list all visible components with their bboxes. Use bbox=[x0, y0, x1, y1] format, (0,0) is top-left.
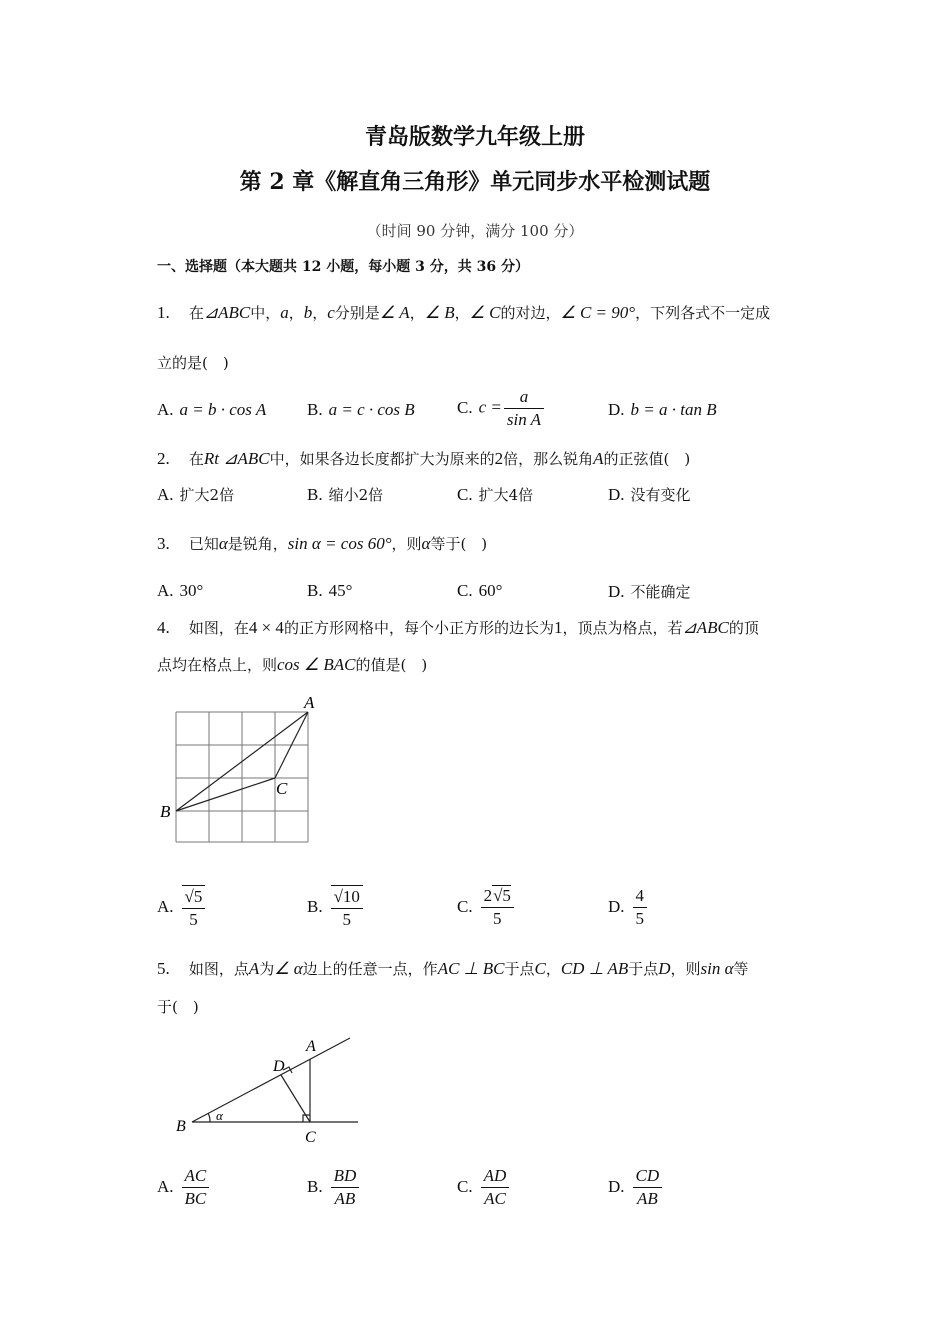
q3-option-d[interactable]: D. 不能确定 bbox=[608, 582, 691, 601]
label-a: A bbox=[304, 693, 315, 712]
label-a: A bbox=[306, 1038, 316, 1055]
grid-lines bbox=[176, 712, 308, 842]
label-b: B bbox=[176, 1118, 186, 1135]
label-d: D bbox=[273, 1058, 285, 1075]
q4-option-d[interactable]: D. $\frac{4}{5}$ bbox=[608, 885, 649, 930]
chapter-title: 第 2 章《解直角三角形》单元同步水平检测试题 bbox=[239, 169, 711, 195]
question-1-line2: 立的是( ) bbox=[157, 354, 229, 372]
question-3: 3. 已知α是锐角，sin α = cos 60°，则α等于( ) bbox=[157, 534, 488, 553]
q3-option-c[interactable]: C. 60° bbox=[457, 581, 503, 600]
q1-option-d[interactable]: D. b = a · tan B bbox=[608, 400, 717, 419]
q3-option-a[interactable]: A. 30° bbox=[157, 581, 204, 600]
q4-option-c[interactable]: C. $\frac{2√5}{5}$ bbox=[457, 885, 516, 930]
q4-grid-figure bbox=[155, 690, 325, 850]
section-heading: 一、选择题（本大题共 12 小题，每小题 3 分，共 36 分） bbox=[157, 259, 529, 275]
q1-option-a[interactable]: A. a = b · cos A bbox=[157, 400, 267, 419]
q2-option-b[interactable]: B. 缩小2倍 bbox=[307, 485, 384, 504]
question-4-line1: 4. 如图，在4 × 4的正方形网格中，每个小正方形的边长为1，顶点为格点，若⊿ABC的顶 bbox=[157, 618, 759, 637]
question-5-line2: 于( ) bbox=[157, 998, 199, 1016]
question-5-line1: 5. 如图，点A为∠ α边上的任意一点，作AC ⊥ BC于点C，CD ⊥ AB于点D，则sin α等 bbox=[157, 959, 749, 978]
q4-option-a[interactable]: A. $\frac{√5}{5}$ bbox=[157, 885, 207, 931]
q5-option-a[interactable]: A. $\frac{AC}{BC}$ bbox=[157, 1165, 211, 1210]
label-c: C bbox=[305, 1129, 316, 1146]
q3-option-b[interactable]: B. 45° bbox=[307, 581, 353, 600]
exam-time-info: （时间 90 分钟，满分 100 分） bbox=[366, 222, 584, 240]
question-2: 2. 在Rt ⊿ABC中，如果各边长度都扩大为原来的2倍，那么锐角A的正弦值( ) bbox=[157, 449, 691, 468]
q5-option-d[interactable]: D. $\frac{CD}{AB}$ bbox=[608, 1165, 664, 1210]
q1-option-b[interactable]: B. a = c · cos B bbox=[307, 400, 415, 419]
q2-option-a[interactable]: A. 扩大2倍 bbox=[157, 485, 235, 504]
label-b: B bbox=[160, 802, 171, 821]
q5-angle-figure bbox=[170, 1030, 370, 1150]
question-1-line1: 1. 在⊿ABC中，a，b，c分别是∠ A，∠ B，∠ C的对边，∠ C = 90°，下列各式不一定成 bbox=[157, 303, 771, 322]
q2-option-d[interactable]: D. 没有变化 bbox=[608, 485, 691, 504]
label-alpha: α bbox=[216, 1108, 223, 1123]
label-c: C bbox=[276, 779, 288, 798]
q1-option-c[interactable]: C. c = $\frac{a}{\text{sin A}}$ bbox=[457, 386, 546, 431]
q5-option-b[interactable]: B. $\frac{BD}{AB}$ bbox=[307, 1165, 361, 1210]
q4-option-b[interactable]: B. $\frac{√10}{5}$ bbox=[307, 885, 365, 931]
q5-option-c[interactable]: C. $\frac{AD}{AC}$ bbox=[457, 1165, 511, 1210]
question-4-line2: 点均在格点上，则cos ∠ BAC的值是( ) bbox=[157, 655, 428, 674]
page-title: 青岛版数学九年级上册 bbox=[364, 124, 585, 150]
q2-option-c[interactable]: C. 扩大4倍 bbox=[457, 485, 534, 504]
